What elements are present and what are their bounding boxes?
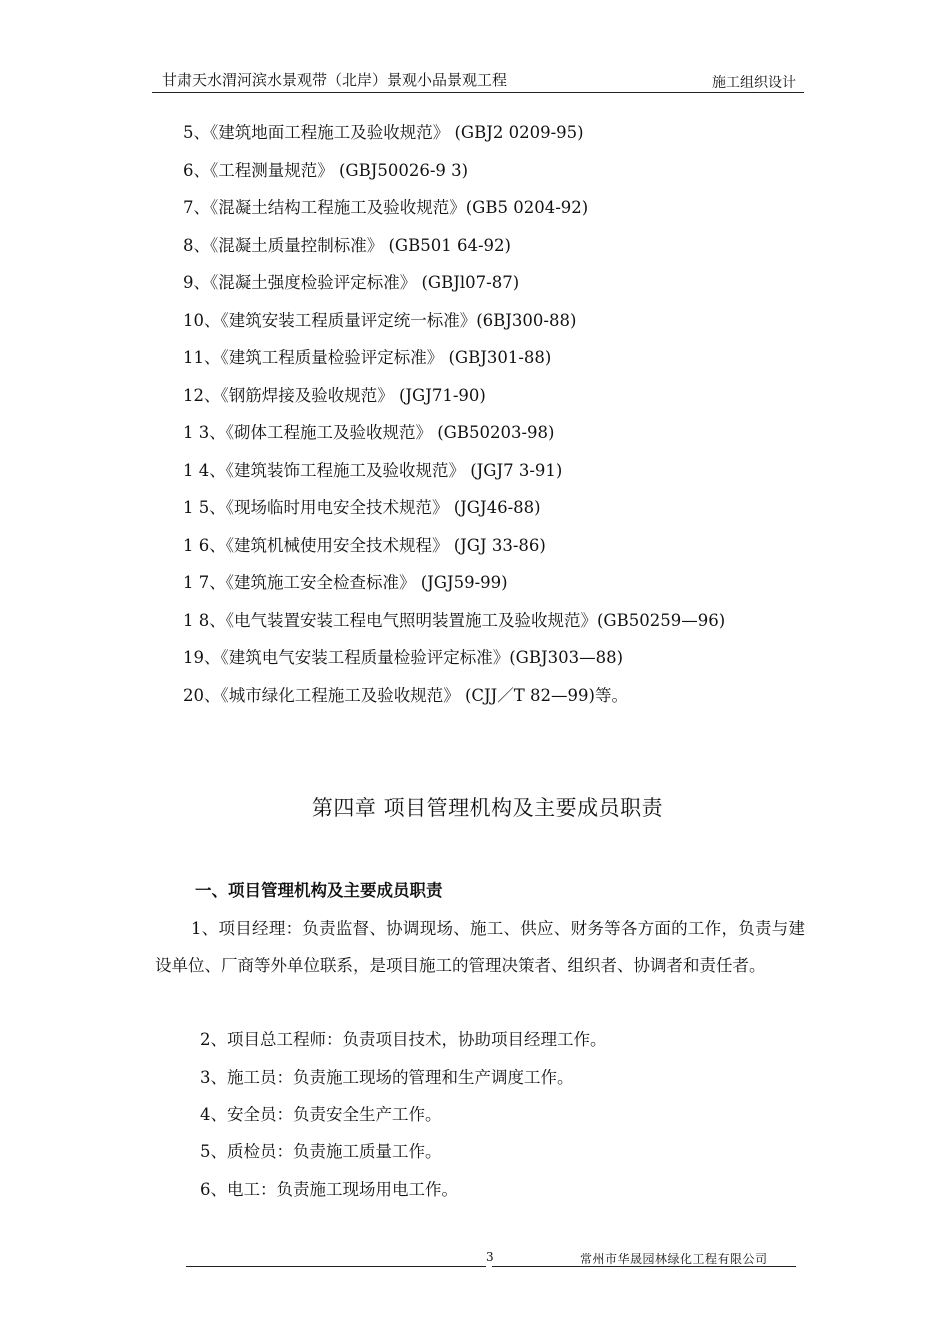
list-item: 11、《建筑工程质量检验评定标准》 (GBJ301-88) [183,348,552,367]
list-item: 10、《建筑安装工程质量评定统一标准》(6BJ300-88) [183,310,577,330]
list-item: 1 7、《建筑施工安全检查标准》 (JGJ59-99) [183,573,508,592]
duty-item: 5、质检员：负责施工质量工作。 [200,1142,442,1161]
page-number: 3 [486,1250,494,1264]
company-name: 常州市华晟园林绿化工程有限公司 [580,1252,768,1266]
duty-item: 4、安全员：负责安全生产工作。 [200,1105,442,1124]
standards-list [183,118,725,718]
document-type: 施工组织设计 [712,75,796,91]
list-item: 12、《钢筋焊接及验收规范》 (JGJ71-90) [183,385,486,405]
list-item: 20、《城市绿化工程施工及验收规范》 (CJJ／T 82—99)等。 [183,685,628,705]
manager-duty-paragraph: 1、项目经理：负责监督、协调现场、施工、供应、财务等各方面的工作，负责与建设单位、厂商等外单位联系，是项目施工的管理决策者、组织者、协调者和责任者。 [155,919,805,975]
list-item: 9、《混凝土强度检验评定标准》 (GBJl07-87) [183,273,520,292]
list-item: 8、《混凝土质量控制标准》 (GB501 64-92) [183,235,511,255]
list-item: 5、《建筑地面工程施工及验收规范》 (GBJ2 0209-95) [183,123,584,142]
list-item: 1 4、《建筑装饰工程施工及验收规范》 (JGJ7 3-91) [183,460,563,480]
list-item: 1 8、《电气装置安装工程电气照明装置施工及验收规范》(GB50259—96) [183,610,726,630]
page-header [152,64,804,93]
list-item: 1 6、《建筑机械使用安全技术规程》 (JGJ 33-86) [183,535,546,555]
list-item: 7、《混凝土结构工程施工及验收规范》(GB5 0204-92) [183,198,589,217]
duty-item: 6、电工：负责施工现场用电工作。 [200,1180,458,1199]
duty-item: 2、项目总工程师：负责项目技术，协助项目经理工作。 [200,1030,607,1049]
list-item: 1 3、《砌体工程施工及验收规范》 (GB50203-98) [183,423,555,442]
duty-item: 3、施工员：负责施工现场的管理和生产调度工作。 [200,1068,574,1087]
chapter-title: 第四章 项目管理机构及主要成员职责 [311,796,664,820]
list-item: 19、《建筑电气安装工程质量检验评定标准》(GBJ303—88) [183,648,624,667]
list-item: 1 5、《现场临时用电安全技术规范》 (JGJ46-88) [183,498,541,517]
project-title: 甘肃天水渭河滨水景观带（北岸）景观小品景观工程 [162,71,508,89]
section-heading: 一、项目管理机构及主要成员职责 [195,881,443,900]
footer-divider [186,1266,486,1267]
list-item: 6、《工程测量规范》 (GBJ50026-9 3) [183,160,469,180]
